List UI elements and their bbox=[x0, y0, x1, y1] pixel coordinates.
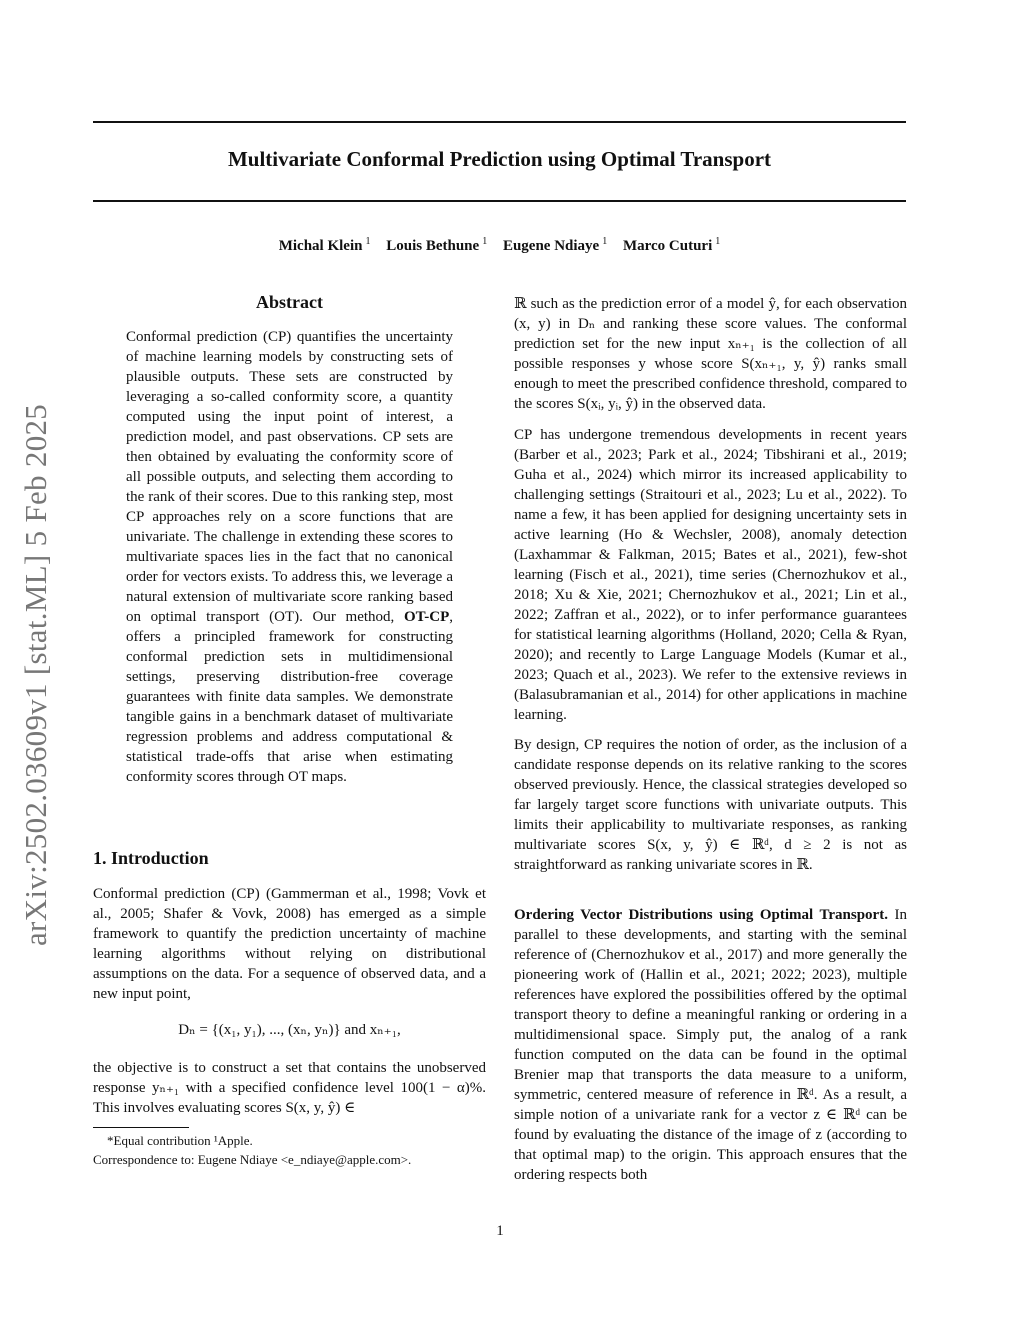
title-rule-bottom bbox=[93, 200, 906, 202]
page-number: 1 bbox=[496, 1223, 504, 1239]
arxiv-side-stamp: arXiv:2502.03609v1 [stat.ML] 5 Feb 2025 bbox=[18, 403, 53, 946]
author-affiliation: 1 bbox=[715, 236, 721, 247]
right-paragraph-4 bbox=[514, 905, 907, 1185]
introduction-paragraph-1 bbox=[93, 884, 486, 1004]
abstract-text-part-1: Conformal prediction (CP) quantifies the uncertainty of machine learning models by constructing sets of plausible outputs. These sets are constructed by leveraging a so-called conformity score, a quantity computed using the input point of interest, a prediction model, and past observations. CP sets are then obtained by evaluating the conformity score of all possible outputs, and selecting them according to the rank of their scores. Due to this ranking step, most CP approaches rely on a score functions that are univariate. The challenge in extending these scores to multivariate spaces lies in the fact that no canonical order for vectors exists. To address this, we leverage a natural extension of multivariate score ranking based on optimal transport (OT). Our method, bbox=[126, 329, 453, 625]
author bbox=[503, 238, 607, 254]
abstract-text-part-2: , offers a principled framework for constructing conformal prediction sets in multidimensional settings, preserving distribution-free coverage guarantees with finite data samples. We demonstrate tangible gains in a benchmark dataset of multivariate regression problems and address computational & statistical trade-offs that arise when estimating conformity scores through OT maps. bbox=[126, 609, 453, 785]
author bbox=[279, 238, 371, 254]
paragraph-text: In parallel to these developments, and starting with the seminal reference of (Chernozhukov et al., 2017) and more generally the pioneering work of (Hallin et al., 2021; 2022; 2023), multiple references have explored the possibilities offered by the optimal transport theory to define a meaningful ranking or ordering in a multidimensional space. Simply put, the analog of a rank function computed on the data can be found in the optimal Brenier map that transports the data measure to a uniform, symmetric, centered measure of reference in ℝᵈ. As a result, a simple notion of a univariate rank for a vector z ∈ ℝᵈ can be found by evaluating the distance of the image of z (according to that optimal map) to the origin. This approach ensures that the ordering respects both bbox=[514, 907, 907, 1183]
paragraph-text: ℝ such as the prediction error of a model ŷ, for each observation (x, y) in Dₙ and ranking these score values. The conformal prediction set for the new input xₙ₊₁ is the collection of all possible responses y whose score S(xₙ₊₁, y, ŷ) ranks small enough to meet the prescribed confidence threshold, compared to the scores S(xᵢ, yᵢ, ŷ) in the observed data. bbox=[514, 296, 907, 412]
author-affiliation: 1 bbox=[482, 236, 488, 247]
author-name: Michal Klein bbox=[278, 238, 363, 254]
right-paragraph-2 bbox=[514, 425, 907, 725]
right-paragraph-3 bbox=[514, 735, 907, 875]
author bbox=[386, 238, 487, 254]
run-in-heading: Ordering Vector Distributions using Optimal Transport. bbox=[514, 907, 888, 923]
abstract-heading: Abstract bbox=[256, 292, 323, 312]
paragraph-text: Conformal prediction (CP) (Gammerman et al., 1998; Vovk et al., 2005; Shafer & Vovk, 2008) has emerged as a simple framework to quantify the prediction uncertainty of machine learning algorithms without relying on distributional assumptions on the data. For a sequence of observed data, and a new input point, bbox=[93, 886, 486, 1002]
abstract-text bbox=[126, 327, 453, 787]
footnote-rule bbox=[93, 1127, 189, 1128]
paragraph-text: the objective is to construct a set that contains the unobserved response yₙ₊₁ with a specified confidence level 100(1 − α)%. This involves evaluating scores S(x, y, ŷ) ∈ bbox=[93, 1060, 486, 1116]
author-name: Louis Bethune bbox=[386, 238, 480, 254]
author bbox=[623, 238, 720, 254]
footnote-equal-contribution: *Equal contribution ¹Apple. bbox=[107, 1133, 253, 1148]
section-heading-introduction: 1. Introduction bbox=[93, 848, 209, 868]
paragraph-text: By design, CP requires the notion of order, as the inclusion of a candidate response depends on its relative ranking to the scores observed previously. Hence, the classical strategies developed so far largely target score functions with univariate outputs. This limits their applicability to multivariate responses, as ranking multivariate scores S(x, y, ŷ) ∈ ℝᵈ, d ≥ 2 is not as straightforward as ranking univariate scores in ℝ. bbox=[514, 737, 907, 873]
author-name: Eugene Ndiaye bbox=[502, 238, 600, 254]
paper-title: Multivariate Conformal Prediction using Optimal Transport bbox=[227, 147, 772, 171]
method-name: OT-CP bbox=[403, 609, 450, 625]
introduction-paragraph-2 bbox=[93, 1058, 486, 1118]
equation-dataset: Dₙ = {(x₁, y₁), ..., (xₙ, yₙ)} and xₙ₊₁, bbox=[178, 1022, 401, 1038]
author-affiliation: 1 bbox=[602, 236, 608, 247]
author-affiliation: 1 bbox=[365, 236, 371, 247]
title-rule-top bbox=[93, 121, 906, 123]
author-list bbox=[93, 236, 906, 255]
author-name: Marco Cuturi bbox=[622, 238, 713, 254]
right-paragraph-1 bbox=[514, 294, 907, 414]
footnote-correspondence: Correspondence to: Eugene Ndiaye <e_ndiaye@apple.com>. bbox=[93, 1152, 412, 1167]
footnotes bbox=[93, 1131, 411, 1169]
paragraph-text: CP has undergone tremendous developments in recent years (Barber et al., 2023; Park et al., 2024; Tibshirani et al., 2019; Guha et al., 2024) which mirror its increased applicability to challenging settings (Straitouri et al., 2023; Lu et al., 2022). To name a few, it has been applied for designing uncertainty sets in active learning (Ho & Wechsler, 2008), anomaly detection (Laxhammar & Falkman, 2015; Bates et al., 2021), few-shot learning (Fisch et al., 2021), time series (Chernozhukov et al., 2018; Xu & Xie, 2021; Chernozhukov et al., 2021; Lin et al., 2022; Zaffran et al., 2022), or to infer performance guarantees for statistical learning algorithms (Holland, 2020; Cella & Ryan, 2020); and recently to Large Language Models (Kumar et al., 2023; Quach et al., 2023). We refer to the extensive reviews in (Balasubramanian et al., 2014) for other applications in machine learning. bbox=[514, 427, 907, 723]
